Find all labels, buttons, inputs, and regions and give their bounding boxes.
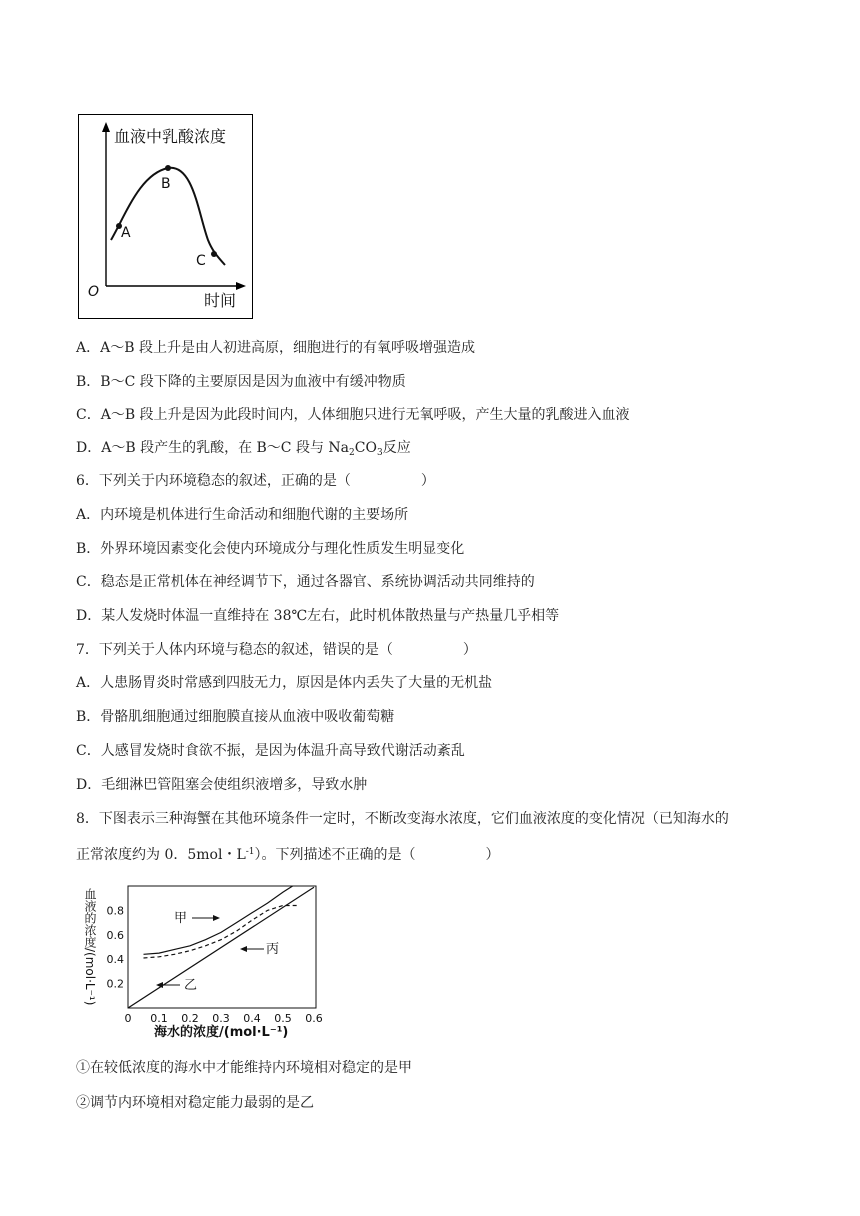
point-a-label: A <box>121 225 131 241</box>
point-c-label: C <box>196 253 206 269</box>
x-tick-label: 0.2 <box>181 1012 199 1025</box>
series-yi-label: 乙 <box>184 978 198 993</box>
q8-stem-line2-sup: -1 <box>245 847 255 857</box>
q8-stem-line1: 8．下图表示三种海蟹在其他环境条件一定时，不断改变海水浓度，它们血液浓度的变化情况（已知海水的 <box>76 811 729 827</box>
lactate-figure <box>78 114 253 319</box>
y-tick-label: 0.2 <box>106 977 124 991</box>
q6-option-d: D．某人发烧时体温一直维持在 38℃左右，此时机体散热量与产热量几乎相等 <box>76 608 560 624</box>
series-jia-label: 甲 <box>174 911 188 926</box>
q6-stem: 6．下列关于内环境稳态的叙述，正确的是（ ） <box>76 473 435 489</box>
q7-option-c: C．人感冒发烧时食欲不振，是因为体温升高导致代谢活动紊乱 <box>76 743 465 759</box>
q8-statement-1: ①在较低浓度的海水中才能维持内环境相对稳定的是甲 <box>76 1060 412 1076</box>
q5-option-c: C．A～B 段上升是因为此段时间内，人体细胞只进行无氧呼吸，产生大量的乳酸进入血液 <box>76 407 630 423</box>
chart-x-label: 海水的浓度/(mol·L⁻¹) <box>154 1025 289 1040</box>
q6-option-b: B．外界环境因素变化会使内环境成分与理化性质发生明显变化 <box>76 541 465 557</box>
q6-option-a: A．内环境是机体进行生命活动和细胞代谢的主要场所 <box>76 507 409 523</box>
y-tick-label: 0.8 <box>106 904 124 918</box>
x-tick-label: 0.3 <box>212 1012 230 1025</box>
y-tick-label: 0.6 <box>106 928 124 942</box>
point-b-label: B <box>161 176 171 192</box>
q7-option-d: D．毛细淋巴管阻塞会使组织液增多，导致水肿 <box>76 777 368 793</box>
q5-option-d-mid: CO <box>354 440 377 456</box>
x-tick-label: 0.5 <box>274 1012 292 1025</box>
q5-option-d-post: 反应 <box>382 440 411 456</box>
x-axis-label: 时间 <box>204 291 237 310</box>
q5-option-d-sub2: 3 <box>376 448 383 458</box>
series-jia-arrowhead <box>213 915 220 921</box>
q8-stem-line2-post: ）。下列描述不正确的是（ ） <box>254 847 500 863</box>
q5-option-a: A．A～B 段上升是由人初进高原，细胞进行的有氧呼吸增强造成 <box>76 340 475 356</box>
x-tick-label: 0.1 <box>150 1012 168 1025</box>
q8-statement-2: ②调节内环境相对稳定能力最弱的是乙 <box>76 1095 314 1111</box>
q7-option-a: A．人患肠胃炎时常感到四肢无力，原因是体内丢失了大量的无机盐 <box>76 675 493 691</box>
x-tick-label: 0 <box>124 1012 132 1025</box>
point-c <box>211 251 217 257</box>
q7-stem: 7．下列关于人体内环境与稳态的叙述，错误的是（ ） <box>76 642 477 658</box>
y-axis-label: 血液中乳酸浓度 <box>114 127 227 146</box>
q5-option-d-pre: D．A～B 段产生的乳酸，在 B～C 段与 Na <box>76 440 350 456</box>
q5-option-d <box>76 439 411 462</box>
origin-label: O <box>88 284 100 300</box>
crab-chart <box>76 876 338 1046</box>
x-tick-label: 0.4 <box>243 1012 261 1025</box>
x-tick-label: 0.6 <box>305 1012 323 1025</box>
q8-stem-line2 <box>76 843 500 864</box>
q5-option-b: B．B～C 段下降的主要原因是因为血液中有缓冲物质 <box>76 374 406 390</box>
series-bing-arrowhead <box>240 946 247 952</box>
y-tick-label: 0.4 <box>106 953 124 967</box>
q5-option-d-sub1: 2 <box>349 448 355 458</box>
series-bing-label: 丙 <box>266 942 280 957</box>
q6-option-c: C．稳态是正常机体在神经调节下，通过各器官、系统协调活动共同维持的 <box>76 574 535 590</box>
chart-y-label: 血液的浓度/(mol·L⁻¹) <box>83 888 97 1006</box>
point-b <box>165 165 171 171</box>
q8-stem-line2-pre: 正常浓度约为 0．5mol・L <box>76 847 246 863</box>
q7-option-b: B．骨骼肌细胞通过细胞膜直接从血液中吸收葡萄糖 <box>76 709 395 725</box>
